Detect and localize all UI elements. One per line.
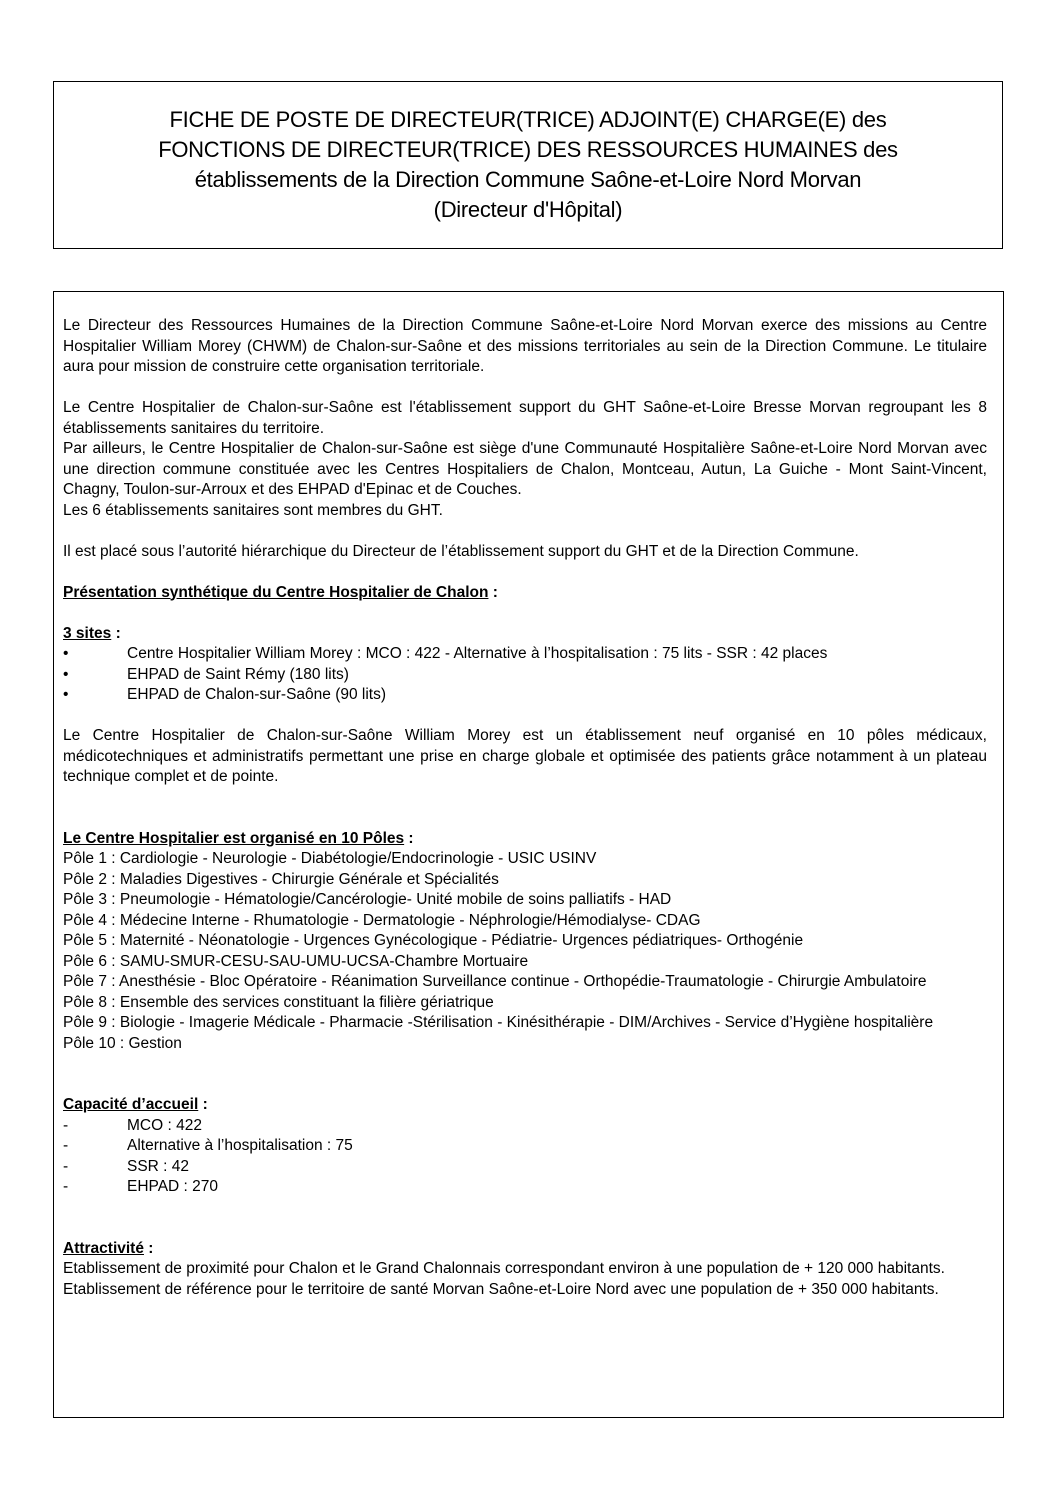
pole-item: Pôle 6 : SAMU-SMUR-CESU-SAU-UMU-UCSA-Chambre Mortuaire xyxy=(63,952,529,970)
document-title xyxy=(158,105,898,225)
attractivity-heading: Attractivité : xyxy=(63,1239,154,1257)
dash: - xyxy=(63,1116,69,1134)
pole-item: Pôle 10 : Gestion xyxy=(63,1034,182,1052)
pole-item: Pôle 2 : Maladies Digestives - Chirurgie Générale et Spécialités xyxy=(63,870,499,888)
pole-item: Pôle 3 : Pneumologie - Hématologie/Cancérologie- Unité mobile de soins palliatifs - HAD xyxy=(63,891,672,908)
site-text: EHPAD de Saint Rémy (180 lits) xyxy=(127,665,349,683)
document-body xyxy=(63,316,987,1300)
list-item xyxy=(63,1177,987,1198)
presentation-heading: Présentation synthétique du Centre Hospitalier de Chalon : xyxy=(63,583,498,601)
list-item xyxy=(63,1157,987,1178)
intro-paragraph: Le Directeur des Ressources Humaines de la Direction Commune Saône-et-Loire Nord Morvan exerce des missions au Centre Hospitalier William Morey (CHWM) de Chalon-sur-Saône et des missions territoriales au sein de la Direction Commune. Le titulaire aura pour mission de construire cette organisation territoriale. xyxy=(63,317,987,375)
title-line: FONCTIONS DE DIRECTEUR(TRICE) DES RESSOURCES HUMAINES des xyxy=(158,137,898,162)
pole-item: Pôle 4 : Médecine Interne - Rhumatologie - Dermatologie - Néphrologie/Hémodialyse- CDAG xyxy=(63,911,701,929)
list-item xyxy=(63,1136,987,1157)
sites-heading: 3 sites : xyxy=(63,624,121,642)
capacity-text: MCO : 422 xyxy=(127,1116,202,1134)
attractivity-paragraph: Etablissement de référence pour le territoire de santé Morvan Saône-et-Loire Nord avec une population de + 350 000 habitants. xyxy=(63,1280,939,1298)
title-box xyxy=(53,81,1003,249)
dash: - xyxy=(63,1137,69,1154)
intro-paragraph: Le Centre Hospitalier de Chalon-sur-Saône est l'établissement support du GHT Saône-et-Loire Bresse Morvan regroupant les 8 établissements sanitaires du territoire. xyxy=(63,399,987,437)
attractivity-paragraph: Etablissement de proximité pour Chalon et le Grand Chalonnais correspondant environ à une population de + 120 000 habitants. xyxy=(63,1260,945,1277)
intro-paragraph: Il est placé sous l’autorité hiérarchique du Directeur de l’établissement support du GHT et de la Direction Commune. xyxy=(63,542,859,560)
poles-heading: Le Centre Hospitalier est organisé en 10 Pôles : xyxy=(63,829,414,847)
list-item xyxy=(63,665,987,686)
list-item xyxy=(63,685,987,706)
site-text: Centre Hospitalier William Morey : MCO : 422 - Alternative à l’hospitalisation : 75 lits - SSR : 42 places xyxy=(127,645,828,662)
bullet: • xyxy=(63,686,69,703)
dash: - xyxy=(63,1157,69,1175)
title-line: établissements de la Direction Commune Saône-et-Loire Nord Morvan xyxy=(194,167,862,192)
site-text: EHPAD de Chalon-sur-Saône (90 lits) xyxy=(127,686,387,703)
pole-item: Pôle 1 : Cardiologie - Neurologie - Diabétologie/Endocrinologie - USIC USINV xyxy=(63,850,597,867)
capacity-text: Alternative à l’hospitalisation : 75 xyxy=(127,1137,353,1154)
title-line: FICHE DE POSTE DE DIRECTEUR(TRICE) ADJOINT(E) CHARGE(E) des xyxy=(169,107,887,132)
bullet: • xyxy=(63,645,69,662)
dash: - xyxy=(63,1178,69,1195)
pole-item: Pôle 9 : Biologie - Imagerie Médicale - Pharmacie -Stérilisation - Kinésithérapie - DIM/Archives - Service d’Hygiène hospitalière xyxy=(63,1014,934,1031)
capacity-heading: Capacité d’accueil : xyxy=(63,1096,208,1113)
pole-item: Pôle 5 : Maternité - Néonatologie - Urgences Gynécologique - Pédiatrie- Urgences pédiatriques- Orthogénie xyxy=(63,932,804,949)
intro-paragraph: Les 6 établissements sanitaires sont membres du GHT. xyxy=(63,501,443,519)
intro-paragraph: Par ailleurs, le Centre Hospitalier de Chalon-sur-Saône est siège d'une Communauté Hospitalière Saône-et-Loire Nord Morvan avec une direction commune constituée avec les Centres Hospitaliers de Chalon, Montceau, Autun, La Guiche - Mont Saint-Vincent, Chagny, Toulon-sur-Arroux et des EHPAD d'Epinac et de Couches. xyxy=(63,440,987,498)
presentation-description: Le Centre Hospitalier de Chalon-sur-Saône William Morey est un établissement neuf organisé en 10 pôles médicaux, médicotechniques et administratifs permettant une prise en charge globale et optimisée des patients grâce notamment à un plateau technique complet et de pointe. xyxy=(63,727,987,785)
content-box xyxy=(53,291,1004,1418)
capacity-text: SSR : 42 xyxy=(127,1157,190,1175)
capacity-text: EHPAD : 270 xyxy=(127,1178,219,1195)
title-line: (Directeur d'Hôpital) xyxy=(433,197,623,222)
list-item xyxy=(63,1116,987,1137)
list-item xyxy=(63,644,987,665)
pole-item: Pôle 8 : Ensemble des services constituant la filière gériatrique xyxy=(63,993,494,1011)
bullet: • xyxy=(63,665,69,683)
pole-item: Pôle 7 : Anesthésie - Bloc Opératoire - Réanimation Surveillance continue - Orthopédie-Traumatologie - Chirurgie Ambulatoire xyxy=(63,973,927,990)
